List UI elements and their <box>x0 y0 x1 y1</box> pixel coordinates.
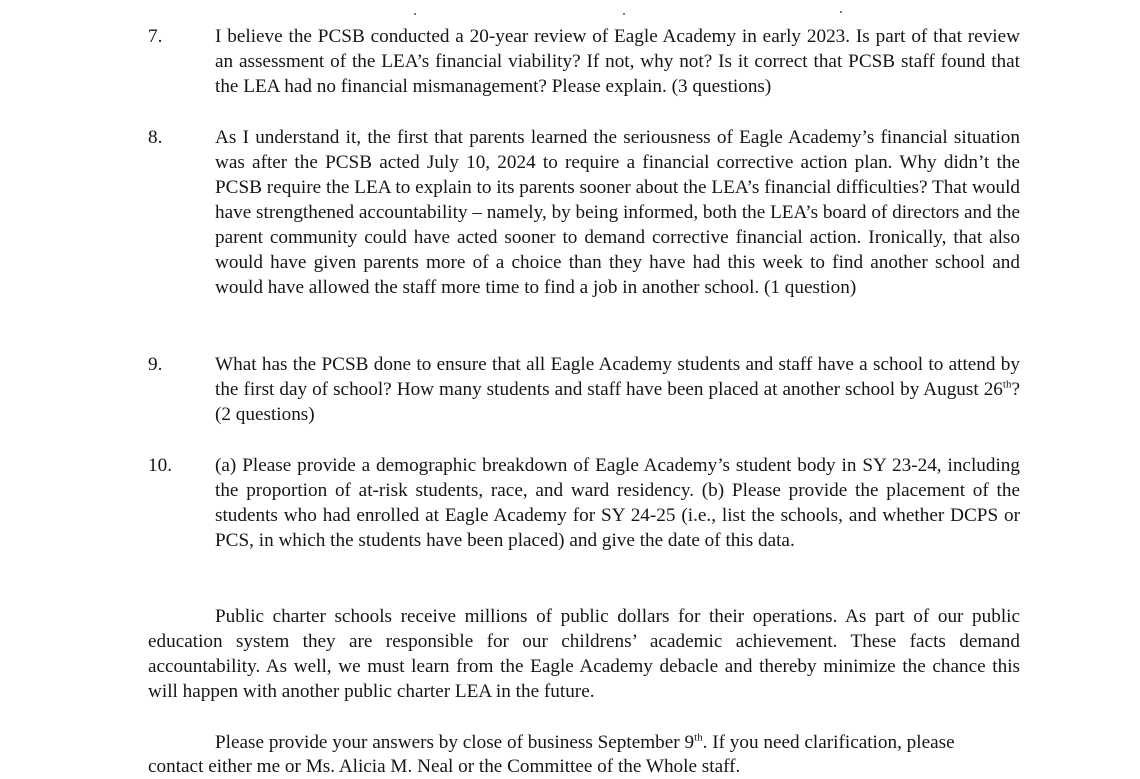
question-10 <box>148 453 1020 553</box>
cut-off-line <box>148 754 828 777</box>
cut-off-text: contact either me or Ms. Alicia M. Neal or the Committee of the Whole staff. <box>148 756 741 777</box>
question-number: 8. <box>148 127 163 148</box>
question-9 <box>148 352 1020 427</box>
scan-speck <box>414 13 416 15</box>
question-text-main: What has the PCSB done to ensure that all Eagle Academy students and staff have a school to attend by the first day of school? How many students and staff have been placed at another school by August 26 <box>215 354 1020 400</box>
question-7 <box>148 24 1020 99</box>
question-text: As I understand it, the first that parents learned the seriousness of Eagle Academy’s financial situation was after the PCSB acted July 10, 2024 to require a financial corrective action plan. Why didn’t the PCSB require the LEA to explain to its parents sooner about the LEA’s financial difficulties? That would have strengthened accountability – namely, by being informed, both the LEA’s board of directors and the parent community could have acted sooner to demand corrective financial action. Ironically, that also would have given parents more of a choice than they have had this week to find another school and would have allowed the staff more time to find a job in another school. (1 question) <box>215 127 1020 298</box>
question-text-end: ? (2 questions) <box>215 379 1020 425</box>
closing-text-end: . If you need clarification, please <box>702 732 955 753</box>
scan-speck <box>840 11 842 13</box>
question-8 <box>148 125 1020 300</box>
question-text: I believe the PCSB conducted a 20-year review of Eagle Academy in early 2023. Is part of that review an assessment of the LEA’s financial viability? If not, why not? Is it correct that PCSB staff found that the LEA had no financial mismanagement? Please explain. (3 questions) <box>215 26 1020 97</box>
accountability-paragraph: Public charter schools receive millions of public dollars for their operations. As part of our public education system they are responsible for our childrens’ academic achievement. These facts demand accountability. As well, we must learn from the Eagle Academy debacle and thereby minimize the chance this will happen with another public charter LEA in the future. <box>148 606 1020 702</box>
closing-paragraph <box>148 730 1020 755</box>
question-number: 7. <box>148 26 163 47</box>
scan-speck <box>623 13 625 15</box>
ordinal-suffix: th <box>1002 378 1012 391</box>
closing-text: Please provide your answers by close of business September 9 <box>215 732 695 753</box>
question-text: (a) Please provide a demographic breakdown of Eagle Academy’s student body in SY 23-24, including the proportion of at-risk students, race, and ward residency. (b) Please provide the placement of the students who had enrolled at Eagle Academy for SY 24-25 (i.e., list the schools, and whether DCPS or PCS, in which the students have been placed) and give the date of this data. <box>215 455 1020 551</box>
question-text <box>215 352 1020 427</box>
question-number: 9. <box>148 354 163 375</box>
ordinal-suffix: th <box>694 731 703 744</box>
question-number: 10. <box>148 455 172 476</box>
